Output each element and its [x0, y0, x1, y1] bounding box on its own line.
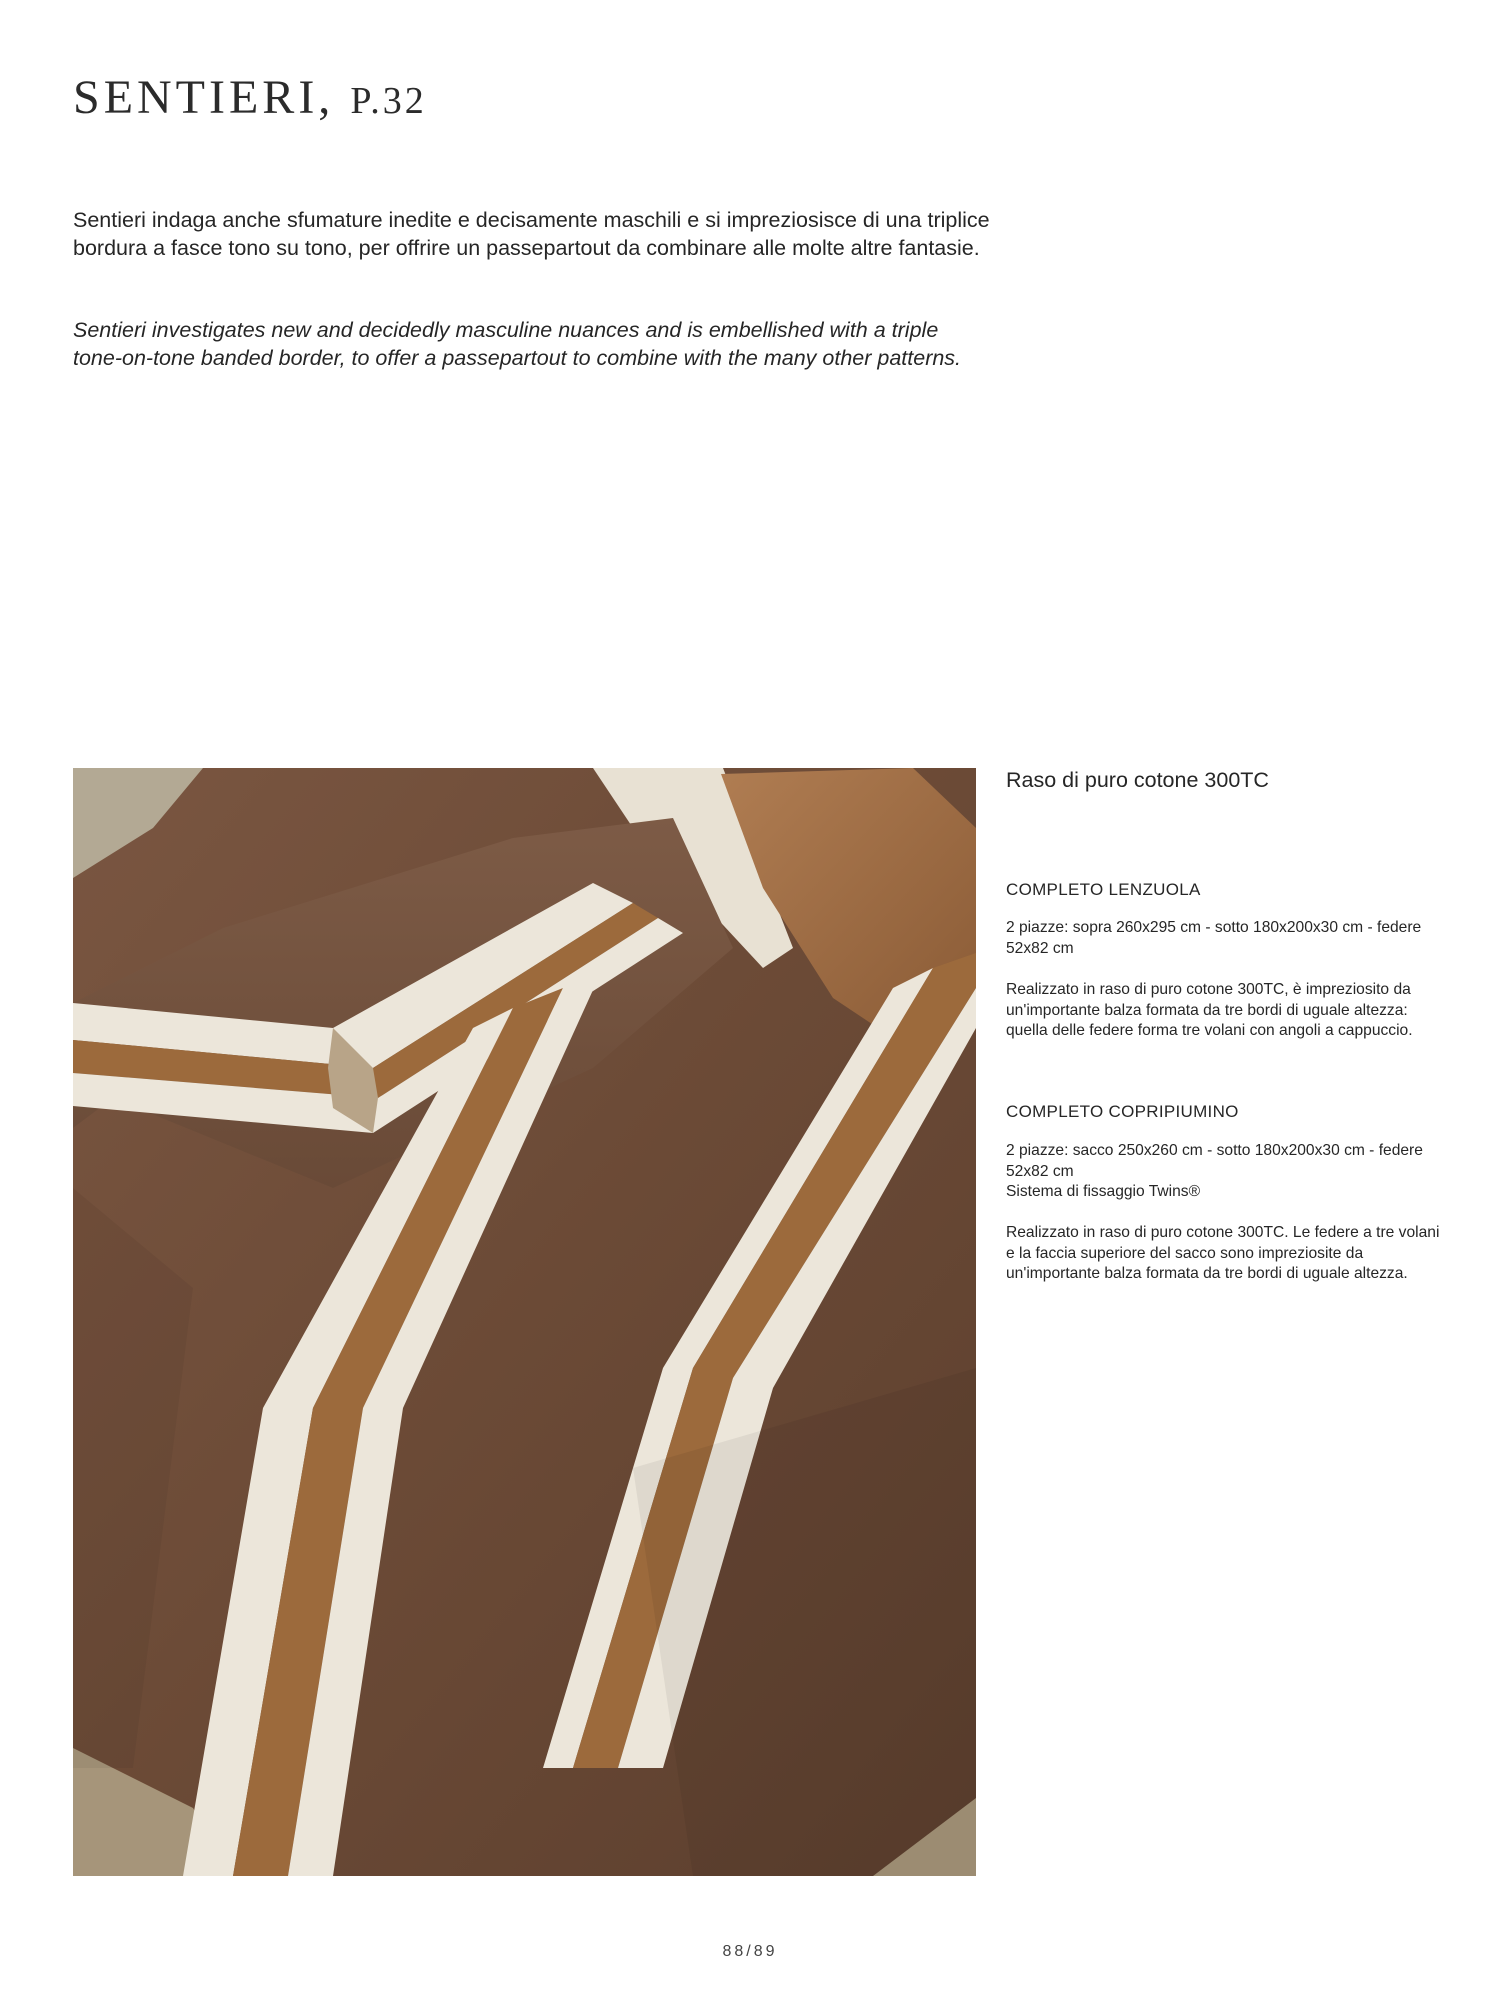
duvet-set-heading: COMPLETO COPRIPIUMINO [1006, 1102, 1239, 1121]
duvet-set-description: Realizzato in raso di puro cotone 300TC. Le federe a tre volani e la faccia superiore del sacco sono impreziosite da un'importante balza formata da tre bordi di uguale altezza. [1006, 1224, 1440, 1282]
page-reference: P.32 [350, 80, 427, 122]
product-photo [73, 768, 976, 1876]
sheet-set-description: Realizzato in raso di puro cotone 300TC, è impreziosito da un'importante balza formata da tre bordi di uguale altezza: quella delle federe forma tre volani con angoli a cappuccio. [1006, 981, 1413, 1039]
duvet-set-system: Sistema di fissaggio Twins® [1006, 1183, 1201, 1200]
sheet-set-heading: COMPLETO LENZUOLA [1006, 880, 1201, 899]
page-title [73, 70, 427, 125]
fabric-description: Raso di puro cotone 300TC [1006, 768, 1269, 792]
page-numbers: 88/89 [722, 1943, 778, 1960]
sheet-set-sizes: 2 piazze: sopra 260x295 cm - sotto 180x200x30 cm - federe 52x82 cm [1006, 919, 1422, 957]
intro-english: Sentieri investigates new and decidedly masculine nuances and is embellished with a triple tone-on-tone banded border, to offer a passepartout to combine with the many other patterns. [73, 318, 962, 370]
intro-italian: Sentieri indaga anche sfumature inedite e decisamente maschili e si impreziosisce di una triplice bordura a fasce tono su tono, per offrire un passepartout da combinare alle molte altre fantasie. [73, 208, 990, 260]
duvet-set-sizes: 2 piazze: sacco 250x260 cm - sotto 180x200x30 cm - federe 52x82 cm [1006, 1142, 1423, 1180]
title-name: SENTIERI, [73, 71, 335, 124]
